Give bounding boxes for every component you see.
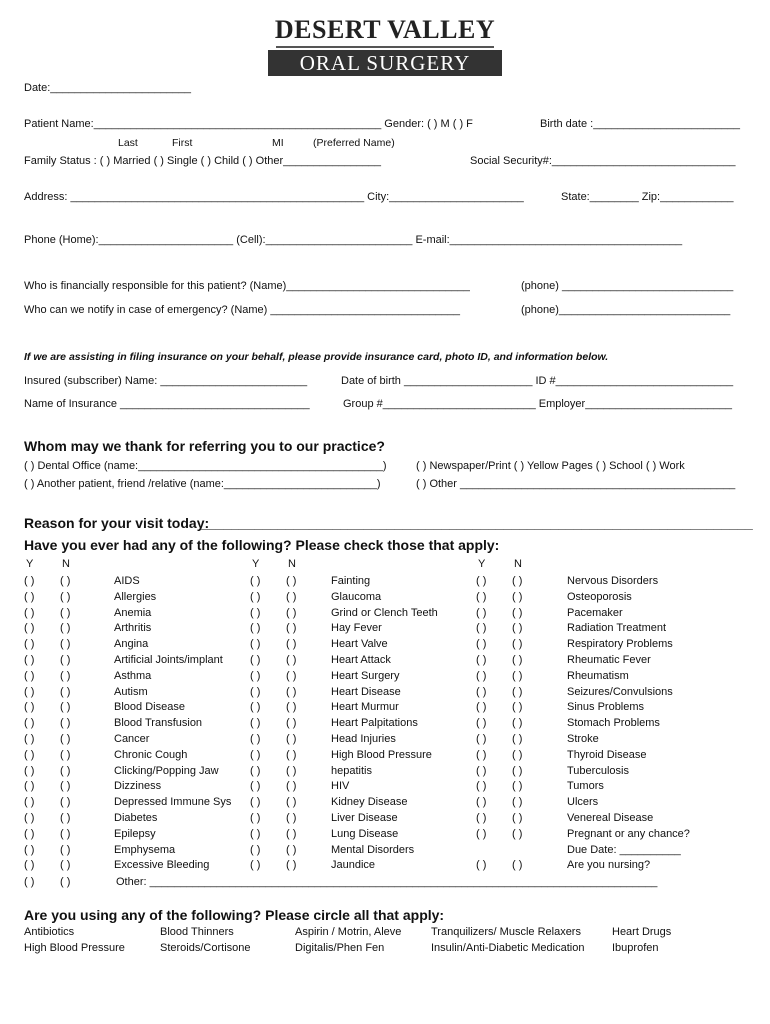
condition-label: Sinus Problems [567,701,645,714]
yes-checkbox[interactable]: ( ) [476,654,487,666]
condition-label: Radiation Treatment [567,622,667,635]
condition-label: Osteoporosis [567,590,632,603]
yes-checkbox[interactable]: ( ) [24,748,35,761]
condition-label: Chronic Cough [114,748,188,761]
no-checkbox[interactable]: ( ) [286,796,297,809]
yes-checkbox[interactable]: ( ) [476,669,487,682]
yes-checkbox[interactable]: ( ) [24,733,35,745]
yes-checkbox[interactable]: ( ) [24,827,35,840]
state-zip-field[interactable]: State:________ Zip:____________ [561,191,734,203]
no-checkbox[interactable]: ( ) [286,733,297,745]
condition-label: Depressed Immune Sys [114,796,232,809]
no-checkbox[interactable]: ( ) [512,701,523,714]
history-other-field[interactable]: Other: ___________________________________________________________________________________ [116,876,658,888]
referral-heading: Whom may we thank for referring you to our practice? [24,438,385,454]
no-checkbox[interactable]: ( ) [512,575,523,587]
condition-label: Diabetes [114,812,158,824]
condition-label: Clicking/Popping Jaw [114,764,219,777]
medication-option[interactable]: High Blood Pressure [24,942,125,954]
medication-option[interactable]: Aspirin / Motrin, Aleve [295,926,402,938]
condition-label: Respiratory Problems [567,638,673,651]
insurance-name-field[interactable]: Name of Insurance _______________________________ [24,398,310,410]
condition-label: Asthma [114,669,152,682]
no-checkbox[interactable]: ( ) [286,748,297,761]
condition-label: Due Date: __________ [567,843,681,856]
medication-option[interactable]: Ibuprofen [612,942,659,954]
yes-checkbox[interactable]: ( ) [24,606,35,619]
no-checkbox[interactable]: ( ) [60,575,71,587]
no-checkbox[interactable]: ( ) [60,685,71,698]
yes-checkbox[interactable]: ( ) [476,859,487,872]
no-checkbox[interactable]: ( ) [286,843,297,856]
no-checkbox[interactable]: ( ) [286,622,297,635]
condition-label: Dizziness [114,780,162,793]
sub-preferred: (Preferred Name) [313,137,395,149]
condition-label: Grind or Clench Teeth [331,606,438,619]
yes-checkbox[interactable]: ( ) [250,669,261,682]
no-header: N [62,558,70,570]
condition-label: Ulcers [567,796,599,809]
no-checkbox[interactable]: ( ) [286,575,297,587]
no-checkbox[interactable]: ( ) [512,859,523,872]
yes-checkbox[interactable]: ( ) [24,764,35,777]
no-checkbox[interactable]: ( ) [60,748,71,761]
condition-label: Rheumatism [567,669,629,682]
condition-label: Nervous Disorders [567,575,659,587]
no-header: N [288,558,296,570]
yes-checkbox[interactable]: ( ) [250,701,261,714]
no-checkbox[interactable]: ( ) [286,812,297,824]
yes-checkbox[interactable]: ( ) [250,590,261,603]
no-checkbox[interactable]: ( ) [512,796,523,809]
yes-checkbox[interactable]: ( ) [476,748,487,761]
condition-label: Rheumatic Fever [567,654,651,666]
no-checkbox[interactable]: ( ) [286,859,297,872]
no-checkbox[interactable]: ( ) [286,654,297,666]
no-checkbox[interactable]: ( ) [512,654,523,666]
yes-checkbox[interactable]: ( ) [250,859,261,872]
insurance-note: If we are assisting in filing insurance on your behalf, please provide insurance card, photo ID, and information below. [24,351,609,363]
condition-label: Kidney Disease [331,796,408,809]
no-checkbox[interactable]: ( ) [60,764,71,777]
yes-header: Y [252,558,260,570]
reason-input[interactable]: _______________________________________________________________________ [200,515,753,531]
no-checkbox[interactable]: ( ) [286,590,297,603]
no-checkbox[interactable]: ( ) [512,827,523,840]
no-checkbox[interactable]: ( ) [60,827,71,840]
yes-checkbox[interactable]: ( ) [476,827,487,840]
condition-label: Epilepsy [114,827,156,840]
yes-checkbox[interactable]: ( ) [250,717,261,730]
condition-label: Emphysema [114,843,176,856]
no-checkbox[interactable]: ( ) [60,780,71,793]
condition-label: Heart Attack [331,654,391,666]
condition-label: Excessive Bleeding [114,859,210,872]
condition-label: Cancer [114,733,150,745]
no-checkbox[interactable]: ( ) [512,638,523,651]
medication-option[interactable]: Tranquilizers/ Muscle Relaxers [431,926,581,938]
condition-label: Mental Disorders [331,843,415,856]
yes-checkbox[interactable]: ( ) [476,733,487,745]
condition-label: Heart Disease [331,685,401,698]
condition-label: Heart Murmur [331,701,399,714]
condition-label: Tumors [567,780,604,793]
medication-option[interactable]: Digitalis/Phen Fen [295,942,385,954]
address-city-field[interactable]: Address: ________________________________________________ City:______________________ [24,191,524,203]
no-checkbox[interactable]: ( ) [60,669,71,682]
condition-label: hepatitis [331,764,372,777]
no-checkbox[interactable]: ( ) [512,733,523,745]
logo-line-1: DESERT VALLEY [274,15,496,44]
condition-label: AIDS [114,575,140,587]
history-heading: Have you ever had any of the following? Please check those that apply: [24,537,500,553]
medication-option[interactable]: Heart Drugs [612,926,672,938]
no-checkbox[interactable]: ( ) [60,812,71,824]
yes-checkbox[interactable]: ( ) [24,590,35,603]
condition-label: Seizures/Convulsions [567,685,673,698]
medication-option[interactable]: Antibiotics [24,926,75,938]
condition-label: Blood Transfusion [114,717,203,730]
medication-option[interactable]: Steroids/Cortisone [160,942,251,954]
no-checkbox[interactable]: ( ) [286,638,297,651]
yes-header: Y [26,558,34,570]
insured-dob-id-field[interactable]: Date of birth _____________________ ID #_____________________________ [341,375,734,387]
no-checkbox[interactable]: ( ) [60,654,71,666]
condition-label: Angina [114,638,149,651]
birth-date-field[interactable]: Birth date :________________________ [540,118,741,130]
emergency-contact-field[interactable]: Who can we notify in case of emergency? (Name) _______________________________ [24,304,461,316]
yes-checkbox[interactable]: ( ) [24,859,35,872]
no-checkbox[interactable]: ( ) [60,859,71,872]
no-checkbox[interactable]: ( ) [60,796,71,809]
condition-label: Thyroid Disease [567,748,647,761]
no-checkbox[interactable]: ( ) [512,812,523,824]
reason-label: Reason for your visit today: [24,515,210,531]
yes-checkbox[interactable]: ( ) [24,780,35,793]
yes-checkbox[interactable]: ( ) [24,876,35,888]
yes-checkbox[interactable]: ( ) [250,733,261,745]
no-checkbox[interactable]: ( ) [512,590,523,603]
yes-checkbox[interactable]: ( ) [476,606,487,619]
no-checkbox[interactable]: ( ) [286,780,297,793]
condition-label: Are you nursing? [567,859,651,872]
condition-label: Heart Surgery [331,669,400,682]
medication-option[interactable]: Insulin/Anti-Diabetic Medication [431,942,585,954]
yes-checkbox[interactable]: ( ) [24,575,35,587]
condition-label: Stroke [567,733,599,745]
no-checkbox[interactable]: ( ) [60,590,71,603]
no-checkbox[interactable]: ( ) [60,701,71,714]
yes-checkbox[interactable]: ( ) [476,685,487,698]
yes-checkbox[interactable]: ( ) [24,638,35,651]
financial-phone-field[interactable]: (phone) ____________________________ [521,280,734,292]
yes-checkbox[interactable]: ( ) [250,638,261,651]
condition-label: Lung Disease [331,827,399,840]
yes-checkbox[interactable]: ( ) [24,622,35,635]
condition-label: HIV [331,780,350,793]
condition-label: Heart Valve [331,638,388,651]
condition-label: Blood Disease [114,701,185,714]
no-header: N [514,558,522,570]
yes-checkbox[interactable]: ( ) [476,764,487,777]
yes-checkbox[interactable]: ( ) [476,780,487,793]
yes-checkbox[interactable]: ( ) [476,701,487,714]
yes-checkbox[interactable]: ( ) [476,796,487,809]
yes-checkbox[interactable]: ( ) [250,827,261,840]
no-checkbox[interactable]: ( ) [60,843,71,856]
no-checkbox[interactable]: ( ) [60,622,71,635]
yes-checkbox[interactable]: ( ) [24,669,35,682]
no-checkbox[interactable]: ( ) [60,733,71,745]
condition-label: Tuberculosis [567,764,629,777]
yes-checkbox[interactable]: ( ) [476,638,487,651]
referral-another-patient[interactable]: ( ) Another patient, friend /relative (name:_________________________) [24,478,381,490]
no-checkbox[interactable]: ( ) [512,669,523,682]
yes-checkbox[interactable]: ( ) [476,575,487,587]
no-checkbox[interactable]: ( ) [286,764,297,777]
condition-label: Liver Disease [331,812,398,824]
emergency-phone-field[interactable]: (phone)____________________________ [521,304,731,316]
no-checkbox[interactable]: ( ) [60,876,71,888]
condition-label: High Blood Pressure [331,748,432,761]
yes-header: Y [478,558,486,570]
no-checkbox[interactable]: ( ) [512,780,523,793]
no-checkbox[interactable]: ( ) [512,764,523,777]
family-status-field[interactable]: Family Status : ( ) Married ( ) Single ( ) Child ( ) Other________________ [24,155,382,167]
no-checkbox[interactable]: ( ) [60,638,71,651]
condition-label: Glaucoma [331,590,382,603]
no-checkbox[interactable]: ( ) [60,717,71,730]
yes-checkbox[interactable]: ( ) [24,701,35,714]
no-checkbox[interactable]: ( ) [60,606,71,619]
yes-checkbox[interactable]: ( ) [250,654,261,666]
yes-checkbox[interactable]: ( ) [476,812,487,824]
condition-label: Pregnant or any chance? [567,827,690,840]
condition-label: Venereal Disease [567,812,654,824]
yes-checkbox[interactable]: ( ) [24,843,35,856]
condition-label: Stomach Problems [567,717,660,730]
condition-label: Hay Fever [331,622,382,635]
medication-option[interactable]: Blood Thinners [160,926,234,938]
yes-checkbox[interactable]: ( ) [250,764,261,777]
yes-checkbox[interactable]: ( ) [250,796,261,809]
no-checkbox[interactable]: ( ) [286,717,297,730]
yes-checkbox[interactable]: ( ) [24,796,35,809]
yes-checkbox[interactable]: ( ) [24,717,35,730]
no-checkbox[interactable]: ( ) [286,827,297,840]
condition-label: Autism [114,685,148,698]
yes-checkbox[interactable]: ( ) [250,812,261,824]
yes-checkbox[interactable]: ( ) [250,843,261,856]
yes-checkbox[interactable]: ( ) [250,685,261,698]
yes-checkbox[interactable]: ( ) [250,606,261,619]
sub-last: Last [118,137,138,149]
ssn-field[interactable]: Social Security#:______________________________ [470,155,736,167]
no-checkbox[interactable]: ( ) [512,685,523,698]
logo-line-2: ORAL SURGERY [268,50,502,76]
sub-first: First [172,137,193,149]
no-checkbox[interactable]: ( ) [512,717,523,730]
condition-label: Heart Palpitations [331,717,418,730]
yes-checkbox[interactable]: ( ) [250,780,261,793]
no-checkbox[interactable]: ( ) [512,622,523,635]
insured-name-field[interactable]: Insured (subscriber) Name: ________________________ [24,375,308,387]
yes-checkbox[interactable]: ( ) [24,812,35,824]
condition-label: Jaundice [331,859,376,872]
condition-label: Artificial Joints/implant [114,654,223,666]
meds-heading: Are you using any of the following? Please circle all that apply: [24,907,445,923]
no-checkbox[interactable]: ( ) [512,606,523,619]
no-checkbox[interactable]: ( ) [512,748,523,761]
condition-label: Head Injuries [331,733,396,745]
financial-responsible-field[interactable]: Who is financially responsible for this patient? (Name)______________________________ [24,280,470,292]
yes-checkbox[interactable]: ( ) [250,748,261,761]
referral-dental-office[interactable]: ( ) Dental Office (name:________________________________________) [24,460,387,472]
patient-name-gender[interactable]: Patient Name:_______________________________________________ Gender: ( ) M ( ) F [24,118,473,130]
referral-options[interactable]: ( ) Newspaper/Print ( ) Yellow Pages ( ) School ( ) Work [416,460,685,472]
no-checkbox[interactable]: ( ) [286,685,297,698]
yes-checkbox[interactable]: ( ) [476,590,487,603]
yes-checkbox[interactable]: ( ) [476,717,487,730]
condition-label: Allergies [114,590,157,603]
condition-label: Pacemaker [567,606,623,619]
referral-other[interactable]: ( ) Other _____________________________________________ [416,478,736,490]
condition-label: Fainting [331,575,371,587]
group-employer-field[interactable]: Group #_________________________ Employer________________________ [343,398,733,410]
no-checkbox[interactable]: ( ) [286,606,297,619]
yes-checkbox[interactable]: ( ) [476,622,487,635]
condition-label: Arthritis [114,622,152,635]
yes-checkbox[interactable]: ( ) [24,685,35,698]
no-checkbox[interactable]: ( ) [286,669,297,682]
date-field[interactable]: Date:_______________________ [24,82,191,94]
yes-checkbox[interactable]: ( ) [250,575,261,587]
yes-checkbox[interactable]: ( ) [24,654,35,666]
logo-divider [276,46,494,48]
condition-label: Anemia [114,606,152,619]
phone-cell-email-field[interactable]: Phone (Home):______________________ (Cell):________________________ E-mail:______________________________________ [24,234,683,246]
no-checkbox[interactable]: ( ) [286,701,297,714]
yes-checkbox[interactable]: ( ) [250,622,261,635]
sub-mi: MI [272,137,284,149]
practice-logo [268,16,502,76]
